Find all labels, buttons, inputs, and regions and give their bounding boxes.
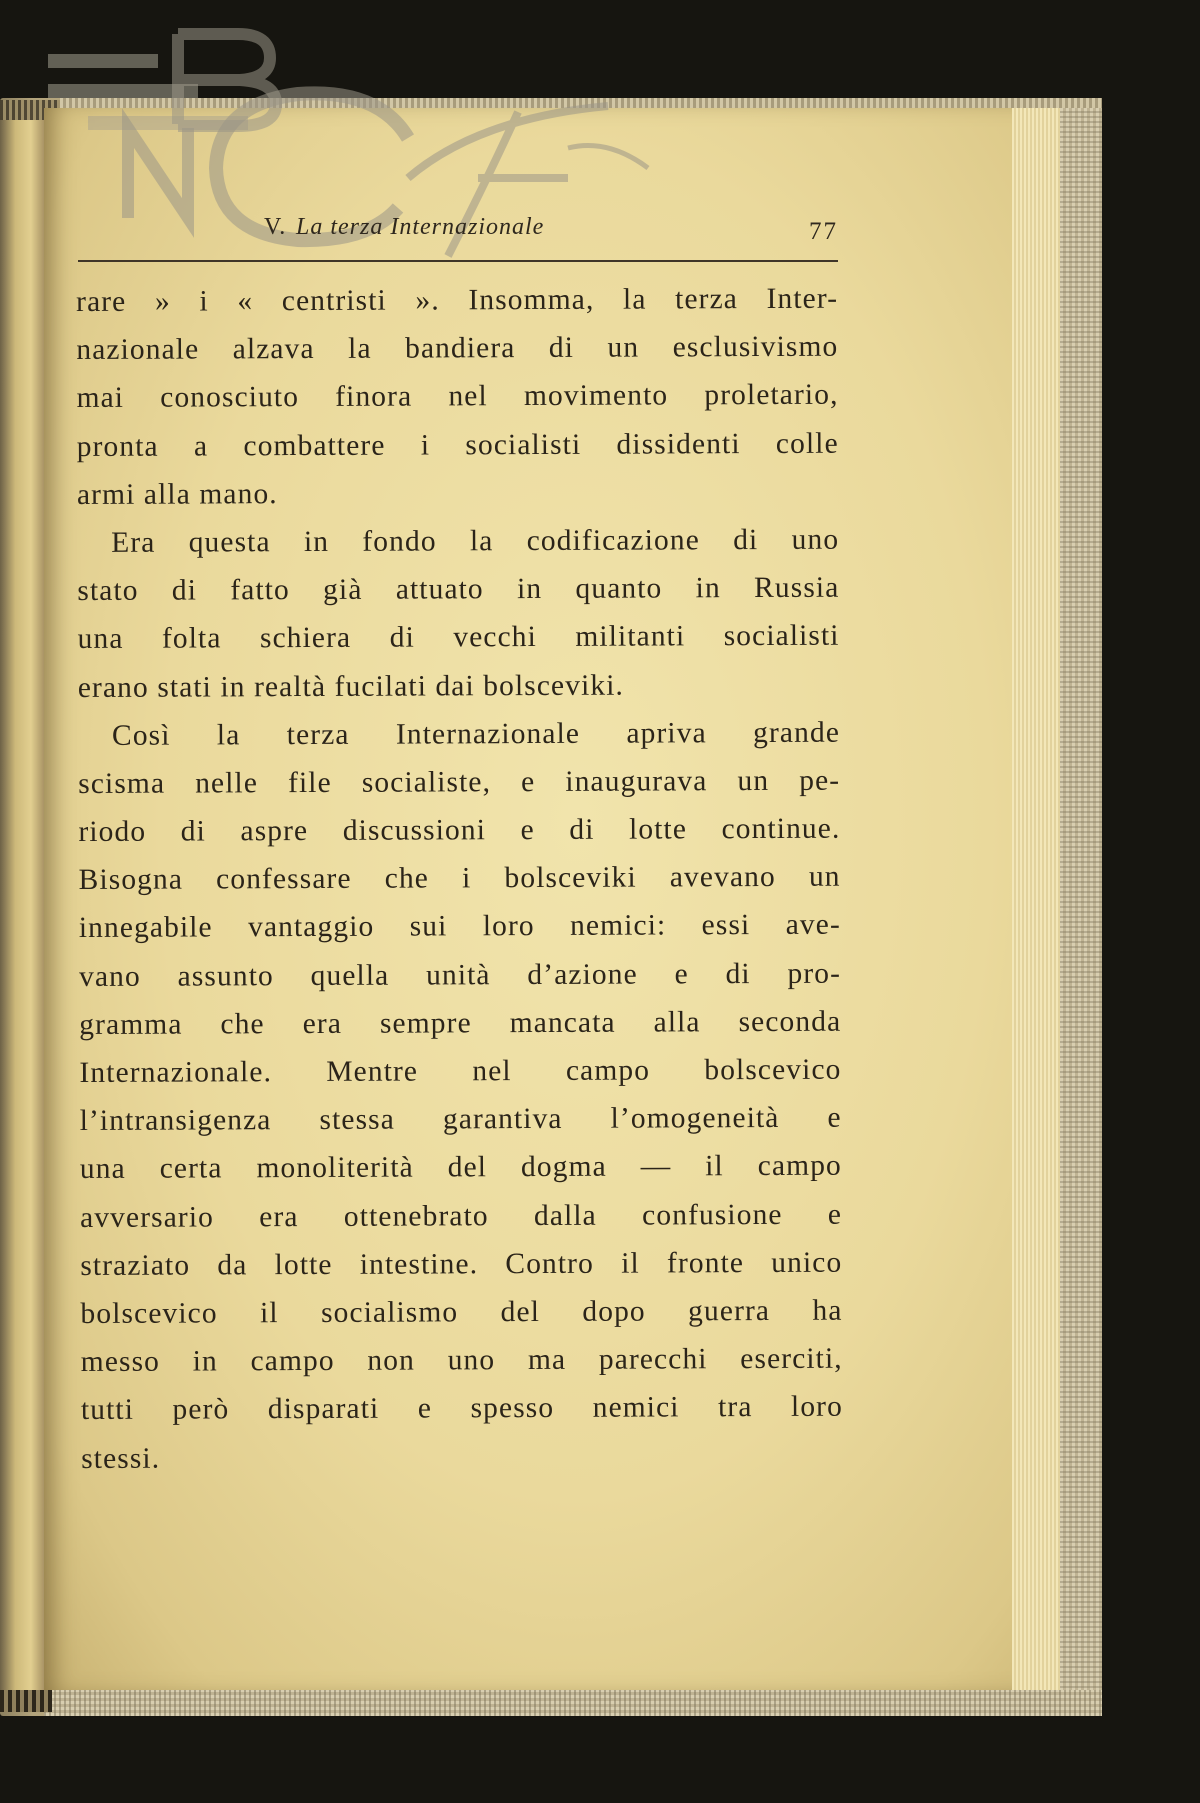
text-line: nazionale alzava la bandiera di un esclusivismo — [76, 330, 839, 367]
running-header — [78, 210, 838, 262]
page-fore-edge — [1012, 108, 1060, 1690]
text-line: scisma nelle file socialiste, e inaugurava un pe- — [78, 764, 841, 800]
text-line: riodo di aspre discussioni e di lotte continue. — [78, 812, 841, 849]
text-line: mai conosciuto finora nel movimento proletario, — [76, 379, 839, 415]
text-line: una certa monoliterità del dogma — il campo — [79, 1150, 842, 1186]
text-line: bolscevico il socialismo del dopo guerra ha — [80, 1294, 843, 1330]
text-line: Era questa in fondo la codificazione di uno — [111, 523, 840, 559]
text-line: tutti però disparati e spesso nemici tra loro — [80, 1390, 844, 1427]
text-line: una folta schiera di vecchi militanti socialisti — [77, 619, 840, 656]
text-line: stessi. — [81, 1442, 161, 1475]
text-line: Bisogna confessare che i bolsceviki avevano un — [78, 860, 841, 897]
text-line: straziato da lotte intestine. Contro il fronte unico — [80, 1246, 843, 1282]
text-line: pronta a combattere i socialisti dissidenti colle — [76, 427, 839, 463]
text-line: l’intransigenza stessa garantiva l’omogeneità e — [79, 1101, 842, 1138]
left-binding-bottom — [0, 1690, 52, 1712]
text-line: vano assunto quella unità d’azione e di pro- — [78, 957, 842, 993]
body-text — [76, 275, 843, 1483]
text-line: avversario era ottenebrato dalla confusione e — [80, 1198, 843, 1234]
cloth-binding-right — [1060, 108, 1102, 1708]
text-line: armi alla mano. — [76, 477, 278, 511]
chapter-title: La terza Internazionale — [296, 214, 545, 240]
previous-page-edge — [0, 120, 44, 1690]
text-line: erano stati in realtà fucilati dai bolsceviki. — [77, 669, 625, 704]
text-line: stato di fatto già attuato in quanto in Russia — [77, 571, 840, 608]
chapter-number: V. — [264, 214, 287, 240]
text-line: innegabile vantaggio sui loro nemici: essi ave- — [78, 909, 841, 945]
text-line: rare » i « centristi ». Insomma, la terza Inter- — [76, 282, 839, 318]
text-line: Internazionale. Mentre nel campo bolscevico — [79, 1053, 842, 1089]
text-line: Così la terza Internazionale apriva grande — [111, 716, 841, 752]
text-line: messo in campo non uno ma parecchi eserciti, — [80, 1342, 843, 1379]
cloth-binding-bottom — [44, 1690, 1102, 1716]
page-number: 77 — [809, 218, 838, 245]
text-line: gramma che era sempre mancata alla seconda — [79, 1005, 842, 1041]
